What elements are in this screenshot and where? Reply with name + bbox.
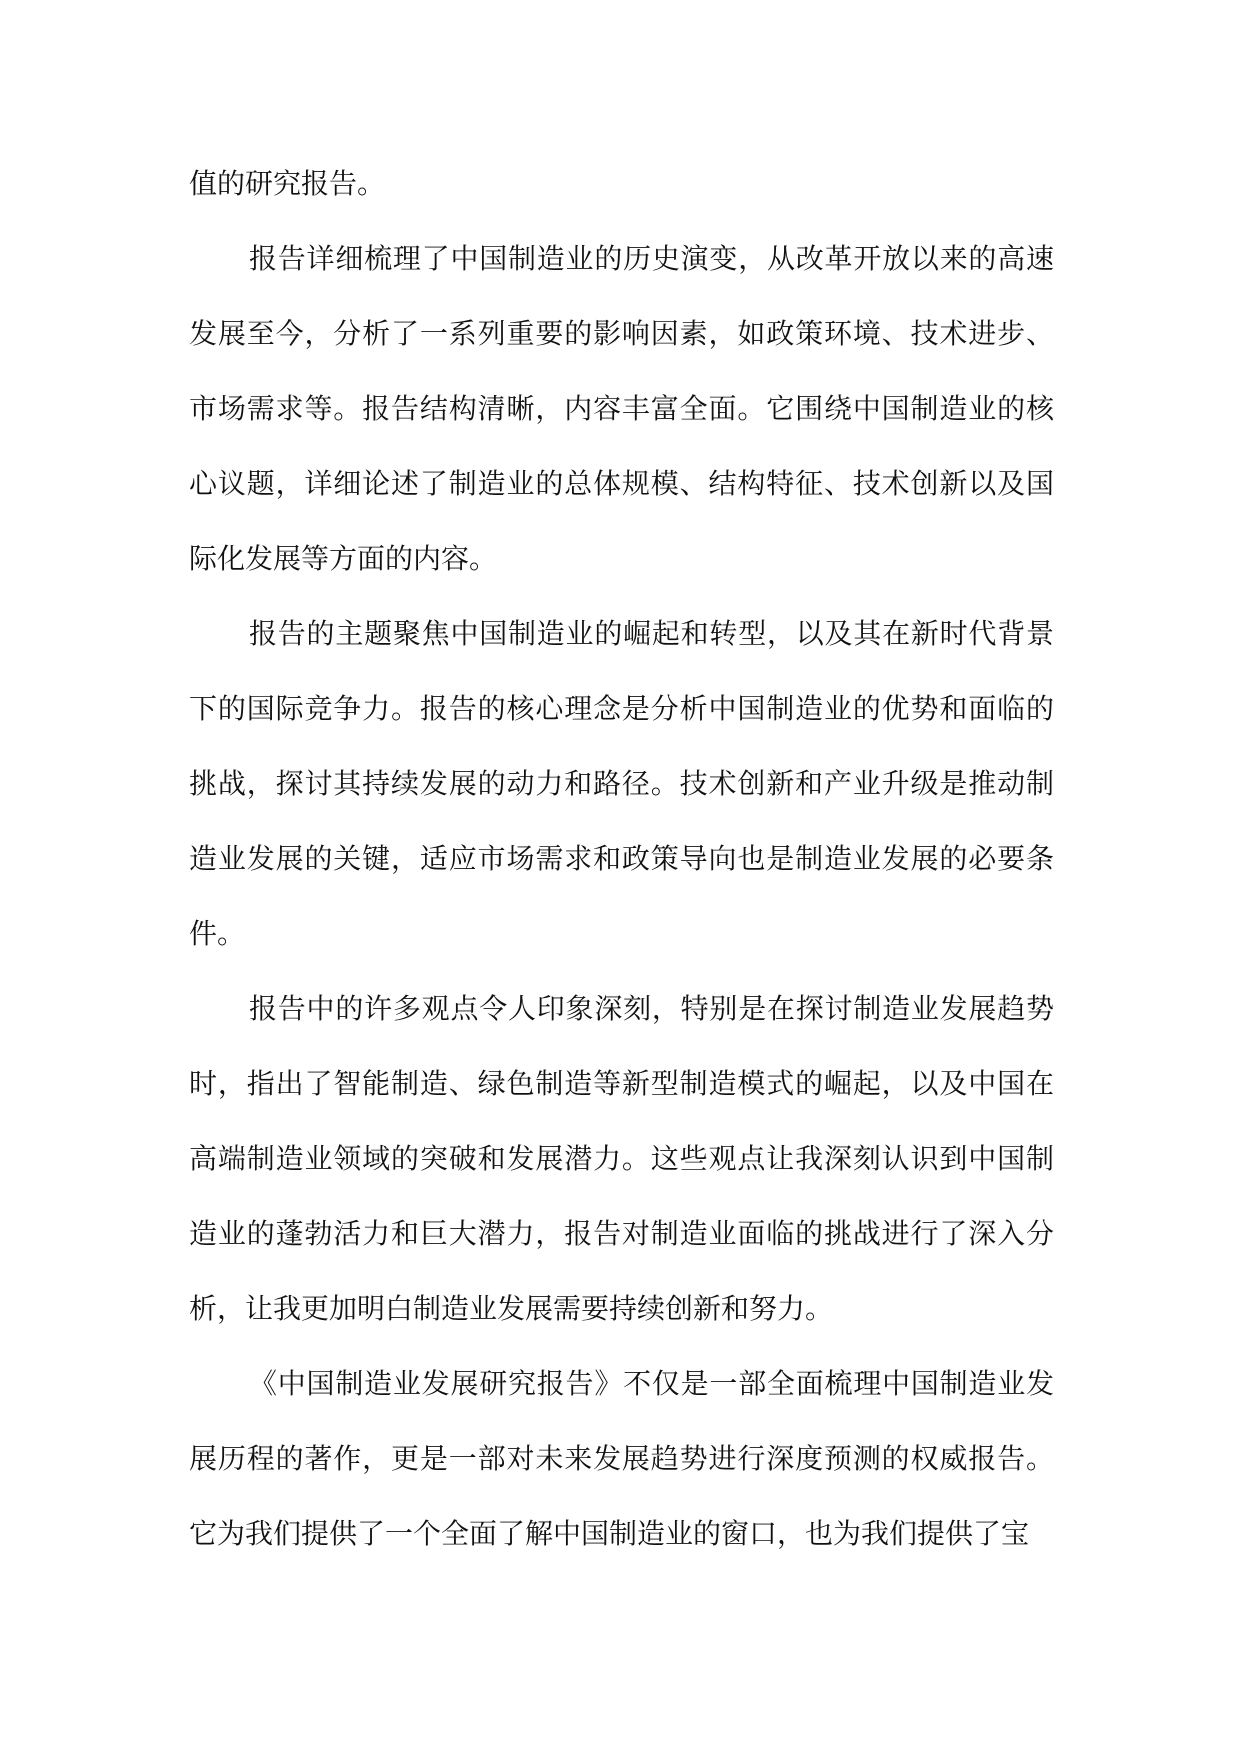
paragraph-continuation: 值的研究报告。 <box>189 167 386 200</box>
paragraph-viewpoints: 报告中的许多观点令人印象深刻，特别是在探讨制造业发展趋势时，指出了智能制造、绿色制造等新型制造模式的崛起，以及中国在高端制造业领域的突破和发展潜力。这些观点让我深刻认识到中国制造业的蓬勃活力和巨大潜力，报告对制造业面临的挑战进行了深入分析，让我更加明白制造业发展需要持续创新和努力。 <box>189 992 1054 1325</box>
document-body <box>189 146 1054 1571</box>
paragraph-history: 报告详细梳理了中国制造业的历史演变，从改革开放以来的高速发展至今，分析了一系列重要的影响因素，如政策环境、技术进步、市场需求等。报告结构清晰，内容丰富全面。它围绕中国制造业的核心议题，详细论述了制造业的总体规模、结构特征、技术创新以及国际化发展等方面的内容。 <box>189 242 1054 575</box>
paragraph-theme: 报告的主题聚焦中国制造业的崛起和转型，以及其在新时代背景下的国际竞争力。报告的核心理念是分析中国制造业的优势和面临的挑战，探讨其持续发展的动力和路径。技术创新和产业升级是推动制造业发展的关键，适应市场需求和政策导向也是制造业发展的必要条件。 <box>189 617 1054 950</box>
paragraph-summary: 《中国制造业发展研究报告》不仅是一部全面梳理中国制造业发展历程的著作，更是一部对未来发展趋势进行深度预测的权威报告。它为我们提供了一个全面了解中国制造业的窗口，也为我们提供了宝 <box>189 1367 1054 1550</box>
